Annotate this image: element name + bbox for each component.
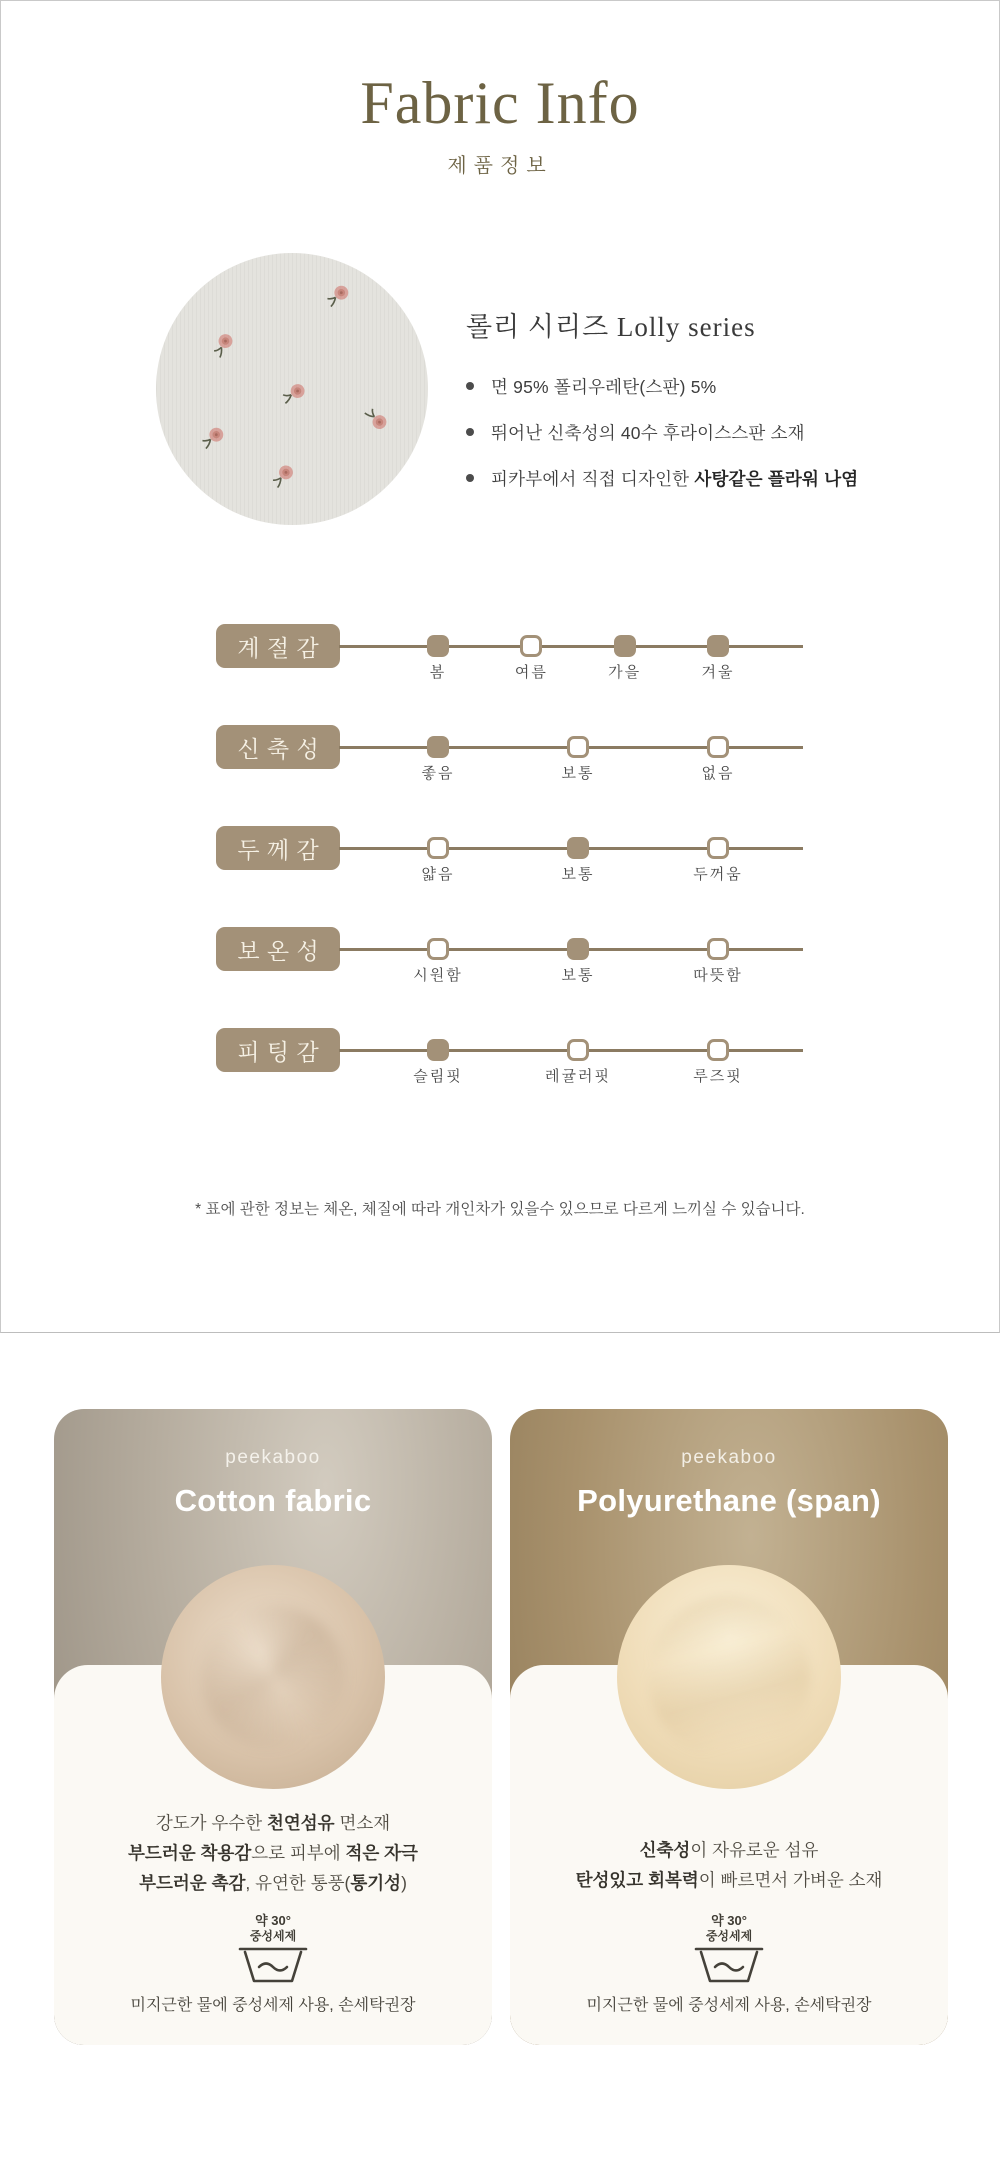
care-instructions: 미지근한 물에 중성세제 사용, 손세탁권장 xyxy=(130,1997,416,2014)
page-title: Fabric Info xyxy=(360,70,640,136)
series-title: 롤리 시리즈 Lolly series xyxy=(466,312,756,342)
attribute-label: 피팅감 xyxy=(216,1028,340,1072)
marker-label: 얇음 xyxy=(421,866,455,883)
marker-unselected xyxy=(707,938,729,960)
bullet-text: 피카부에서 직접 디자인한 사탕같은 플라워 나염 xyxy=(491,468,859,489)
page-subtitle: 제품정보 xyxy=(447,155,553,177)
wash-detergent-label: 중성세제 xyxy=(705,1929,753,1943)
marker-selected xyxy=(707,635,729,657)
marker-unselected xyxy=(707,736,729,758)
marker-unselected xyxy=(567,1039,589,1061)
marker-selected xyxy=(614,635,636,657)
handwash-30-icon xyxy=(674,1911,784,1985)
attribute-label: 신축성 xyxy=(216,725,340,769)
marker-label: 여름 xyxy=(514,664,548,681)
card-description-line: 탄성있고 회복력이 빠르면서 가벼운 소재 xyxy=(575,1870,883,1890)
wash-temp-label: 약 30° xyxy=(255,1913,291,1928)
marker-unselected xyxy=(427,938,449,960)
marker-selected xyxy=(567,837,589,859)
marker-label: 봄 xyxy=(429,664,447,681)
attribute-label: 두께감 xyxy=(216,826,340,870)
card-title: Polyurethane (span) xyxy=(577,1483,881,1518)
marker-label: 겨울 xyxy=(701,664,735,681)
chart-footnote: * 표에 관한 정보는 체온, 체질에 따라 개인차가 있을수 있으므로 다르게 느끼실 수 있습니다. xyxy=(195,1201,805,1218)
marker-label: 레귤러핏 xyxy=(545,1068,611,1085)
care-instructions: 미지근한 물에 중성세제 사용, 손세탁권장 xyxy=(586,1997,872,2014)
card-description xyxy=(510,1835,948,1895)
card-title: Cotton fabric xyxy=(174,1483,372,1518)
bullet-text: 뛰어난 신축성의 40수 후라이스스판 소재 xyxy=(491,422,805,443)
handwash-30-icon xyxy=(218,1911,328,1985)
card-description-line: 부드러운 착용감으로 피부에 적은 자극 xyxy=(128,1843,418,1863)
marker-label: 루즈핏 xyxy=(693,1068,743,1085)
marker-unselected xyxy=(707,837,729,859)
cotton-fabric-photo xyxy=(161,1565,385,1789)
card-description-line: 부드러운 촉감, 유연한 통풍(통기성) xyxy=(139,1873,407,1893)
marker-selected xyxy=(427,736,449,758)
marker-unselected xyxy=(707,1039,729,1061)
material-cards-section xyxy=(0,1333,1000,2168)
marker-label: 따뜻함 xyxy=(693,967,743,984)
marker-selected xyxy=(567,938,589,960)
bullet-text: 면 95% 폴리우레탄(스판) 5% xyxy=(491,376,717,397)
fabric-chart xyxy=(1,1,1000,1121)
card-description-line: 강도가 우수한 천연섬유 면소재 xyxy=(155,1813,391,1833)
card-description-line: 신축성이 자유로운 섬유 xyxy=(639,1840,819,1860)
marker-label: 슬림핏 xyxy=(413,1068,463,1085)
marker-unselected xyxy=(520,635,542,657)
marker-label: 보통 xyxy=(561,765,595,782)
marker-label: 가을 xyxy=(608,664,642,681)
attribute-label: 보온성 xyxy=(216,927,340,971)
marker-label: 두꺼움 xyxy=(693,866,743,883)
brand-logo: peekaboo xyxy=(225,1447,321,1468)
polyurethane-fabric-photo xyxy=(617,1565,841,1789)
cotton-fabric-card xyxy=(54,1409,492,2045)
brand-logo: peekaboo xyxy=(681,1447,777,1468)
wash-temp-label: 약 30° xyxy=(711,1913,747,1928)
wash-detergent-label: 중성세제 xyxy=(249,1929,297,1943)
attribute-track xyxy=(339,645,803,648)
marker-selected xyxy=(427,635,449,657)
marker-label: 보통 xyxy=(561,866,595,883)
marker-selected xyxy=(427,1039,449,1061)
marker-label: 보통 xyxy=(561,967,595,984)
marker-label: 없음 xyxy=(701,765,735,782)
marker-label: 시원함 xyxy=(413,967,463,984)
marker-label: 좋음 xyxy=(421,765,455,782)
attribute-label: 계절감 xyxy=(216,624,340,668)
marker-unselected xyxy=(427,837,449,859)
card-description xyxy=(54,1808,492,1898)
marker-unselected xyxy=(567,736,589,758)
polyurethane-card xyxy=(510,1409,948,2045)
